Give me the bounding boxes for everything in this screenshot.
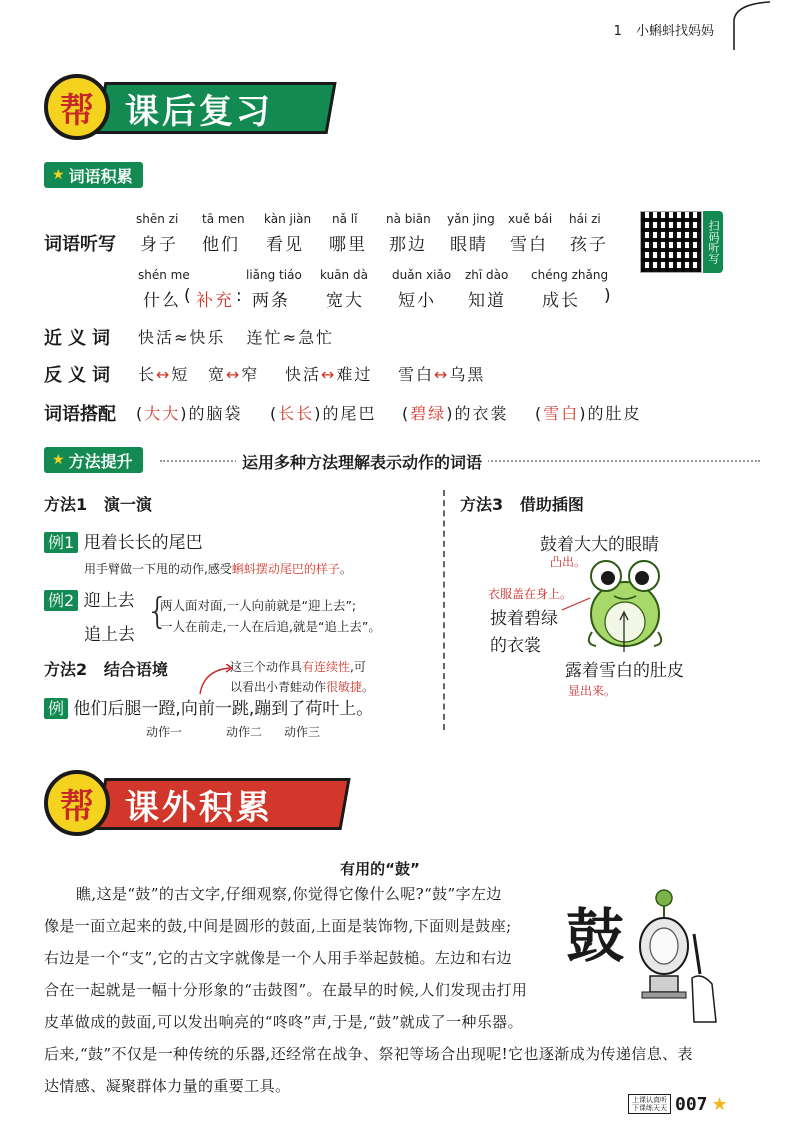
- collocation: (雪白)的肚皮: [535, 404, 642, 423]
- arrow-icon: ↔: [156, 365, 172, 384]
- method-tag-label: 方法提升: [68, 451, 133, 471]
- picture-note-3: 显出来。: [568, 684, 617, 698]
- help-badge: 帮: [44, 74, 110, 140]
- method-heading: 运用多种方法理解表示动作的词语: [236, 450, 488, 473]
- pinyin: hái zi: [569, 212, 601, 226]
- article-line: 右边是一个“支”,它的古文字就像是一个人用手举起鼓槌。左边和右边: [44, 949, 512, 967]
- article-line: 合在一起就是一幅十分形象的“击鼓图”。在最早的时候,人们发现击打用: [44, 981, 528, 999]
- paren-open: (: [184, 286, 193, 306]
- qr-label: 扫码听写: [703, 211, 723, 273]
- page-corner-decoration: [732, 0, 772, 50]
- picture-note-2: 衣服盖在身上。: [488, 587, 573, 601]
- synonyms: 快活≈快乐 连忙≈急忙: [138, 328, 335, 347]
- antonym-pair: 雪白↔乌黑: [398, 365, 486, 384]
- action-label: 动作三: [284, 725, 321, 739]
- article-line: 达情感、凝聚群体力量的重要工具。: [44, 1077, 291, 1095]
- column-divider: [443, 490, 445, 730]
- arrow-icon: ↔: [434, 365, 450, 384]
- example-tag: 例2: [44, 590, 78, 611]
- star-icon: ★: [711, 1093, 728, 1115]
- arrow-icon: ↔: [226, 365, 242, 384]
- antonym-pair: 宽↔窄: [208, 365, 260, 384]
- word: 那边: [389, 235, 427, 255]
- collocation-label: 词语搭配: [44, 404, 116, 425]
- outside-section-header: [44, 770, 364, 840]
- word: 孩子: [570, 235, 608, 255]
- method2-title: 方法2 结合语境: [44, 660, 168, 679]
- paren-close: ): [604, 286, 613, 306]
- lesson-number: 1: [613, 24, 622, 39]
- example-2-note-1: 两人面对面,一人向前就是“迎上去”;: [160, 598, 357, 613]
- pinyin: shēn zi: [136, 212, 179, 226]
- collocation: (长长)的尾巴: [270, 404, 377, 423]
- picture-label-2: 披着碧绿: [490, 609, 558, 629]
- pinyin: kuān dà: [320, 268, 368, 282]
- word: 他们: [202, 235, 240, 255]
- supplement-label: 补充: [196, 291, 234, 311]
- footer-slogan: 上课认真听 下课练天天: [628, 1094, 671, 1114]
- antonym-pair: 快活↔难过: [285, 365, 373, 384]
- article-body: [44, 878, 564, 1038]
- qr-code-icon[interactable]: [640, 211, 702, 273]
- pinyin: liǎng tiáo: [246, 268, 302, 282]
- article-line: 像是一面立起来的鼓,中间是圆形的鼓面,上面是装饰物,下面则是鼓座;: [44, 917, 512, 935]
- method2-note-1: 这三个动作具有连续性,可: [230, 660, 366, 674]
- example-tag: 例1: [44, 532, 78, 553]
- collocation: (大大)的脑袋: [136, 404, 243, 423]
- dictation-label: 词语听写: [44, 234, 116, 255]
- pinyin: nà biān: [386, 212, 431, 226]
- drum-illustration: [624, 884, 734, 1024]
- word: 身子: [140, 235, 178, 255]
- page-number: [628, 1093, 728, 1115]
- example-2-b: 追上去: [84, 625, 135, 645]
- example-2: 例2 迎上去: [44, 586, 135, 611]
- word: 雪白: [510, 235, 548, 255]
- colon: :: [236, 286, 244, 306]
- picture-label-1: 鼓着大大的眼睛: [540, 535, 659, 555]
- star-icon: ★: [52, 452, 65, 468]
- word: 宽大: [326, 291, 364, 311]
- page-number-value: 007: [675, 1093, 708, 1115]
- method1-title: 方法1 演一演: [44, 495, 152, 514]
- pinyin: duǎn xiǎo: [392, 268, 452, 282]
- word: 看见: [266, 235, 304, 255]
- help-badge: 帮: [44, 770, 110, 836]
- action-label: 动作一: [146, 725, 183, 739]
- running-header: [614, 20, 714, 39]
- method3-title: 方法3 借助插图: [460, 495, 584, 514]
- picture-label-3: 露着雪白的肚皮: [565, 661, 684, 681]
- pinyin: chéng zhǎng: [531, 268, 609, 282]
- lesson-title: 小蝌蚪找妈妈: [635, 24, 714, 39]
- pinyin: xuě bái: [508, 212, 553, 226]
- article-line: 瞧,这是“鼓”的古文字,仔细观察,你觉得它像什么呢?“鼓”字左边: [76, 885, 502, 903]
- word: 哪里: [329, 235, 367, 255]
- pinyin: yǎn jing: [447, 212, 495, 226]
- word: 什么: [143, 291, 181, 311]
- curved-arrow-icon: [196, 664, 236, 696]
- example-1: 例1 甩着长长的尾巴: [44, 528, 203, 553]
- word: 知道: [468, 291, 506, 311]
- word: 短小: [398, 291, 436, 311]
- outside-title: 课外积累: [125, 787, 273, 828]
- pinyin: shén me: [138, 268, 190, 282]
- antonym-pair: 长↔短: [138, 365, 190, 384]
- vocab-tag-label: 词语积累: [68, 166, 133, 186]
- pinyin: nǎ lǐ: [332, 212, 358, 226]
- action-label: 动作二: [226, 725, 263, 739]
- antonym-label: 反义词: [44, 365, 116, 386]
- star-icon: ★: [52, 167, 65, 183]
- pinyin: zhī dào: [465, 268, 509, 282]
- example-1-note: 用手臂做一下甩的动作,感受蝌蚪摆动尾巴的样子。: [84, 562, 352, 576]
- picture-note-1: 凸出。: [550, 555, 587, 569]
- pinyin: tā men: [202, 212, 245, 226]
- example-tag: 例: [44, 698, 68, 719]
- example-3: 例 他们后腿一蹬,向前一跳,蹦到了荷叶上。: [44, 694, 373, 719]
- collocation: (碧绿)的衣裳: [402, 404, 509, 423]
- review-title: 课后复习: [125, 91, 273, 132]
- method2-note-2: 以看出小青蛙动作很敏捷。: [230, 680, 375, 694]
- pointer-lines: [560, 548, 700, 658]
- word: 眼睛: [450, 235, 488, 255]
- picture-label-2b: 的衣裳: [490, 636, 541, 656]
- article-title: 有用的“鼓”: [340, 860, 420, 878]
- example-2-note-2: 一人在前走,一人在后追,就是“追上去”。: [160, 619, 381, 634]
- word: 两条: [252, 291, 290, 311]
- pinyin: kàn jiàn: [264, 212, 312, 226]
- word: 成长: [542, 291, 580, 311]
- vocab-tag: [44, 162, 143, 188]
- brace-icon: {: [146, 591, 169, 632]
- review-section-header: [44, 74, 344, 144]
- article-line: 后来,“鼓”不仅是一种传统的乐器,还经常在战争、祭祀等场合出现呢!它也逐渐成为传递信息、表: [44, 1045, 693, 1063]
- synonym-label: 近义词: [44, 328, 116, 349]
- ancient-glyph: 鼓: [566, 902, 625, 970]
- method-tag: [44, 447, 143, 473]
- article-line: 皮革做成的鼓面,可以发出响亮的“咚咚”声,于是,“鼓”就成了一种乐器。: [44, 1013, 523, 1031]
- arrow-icon: ↔: [321, 365, 337, 384]
